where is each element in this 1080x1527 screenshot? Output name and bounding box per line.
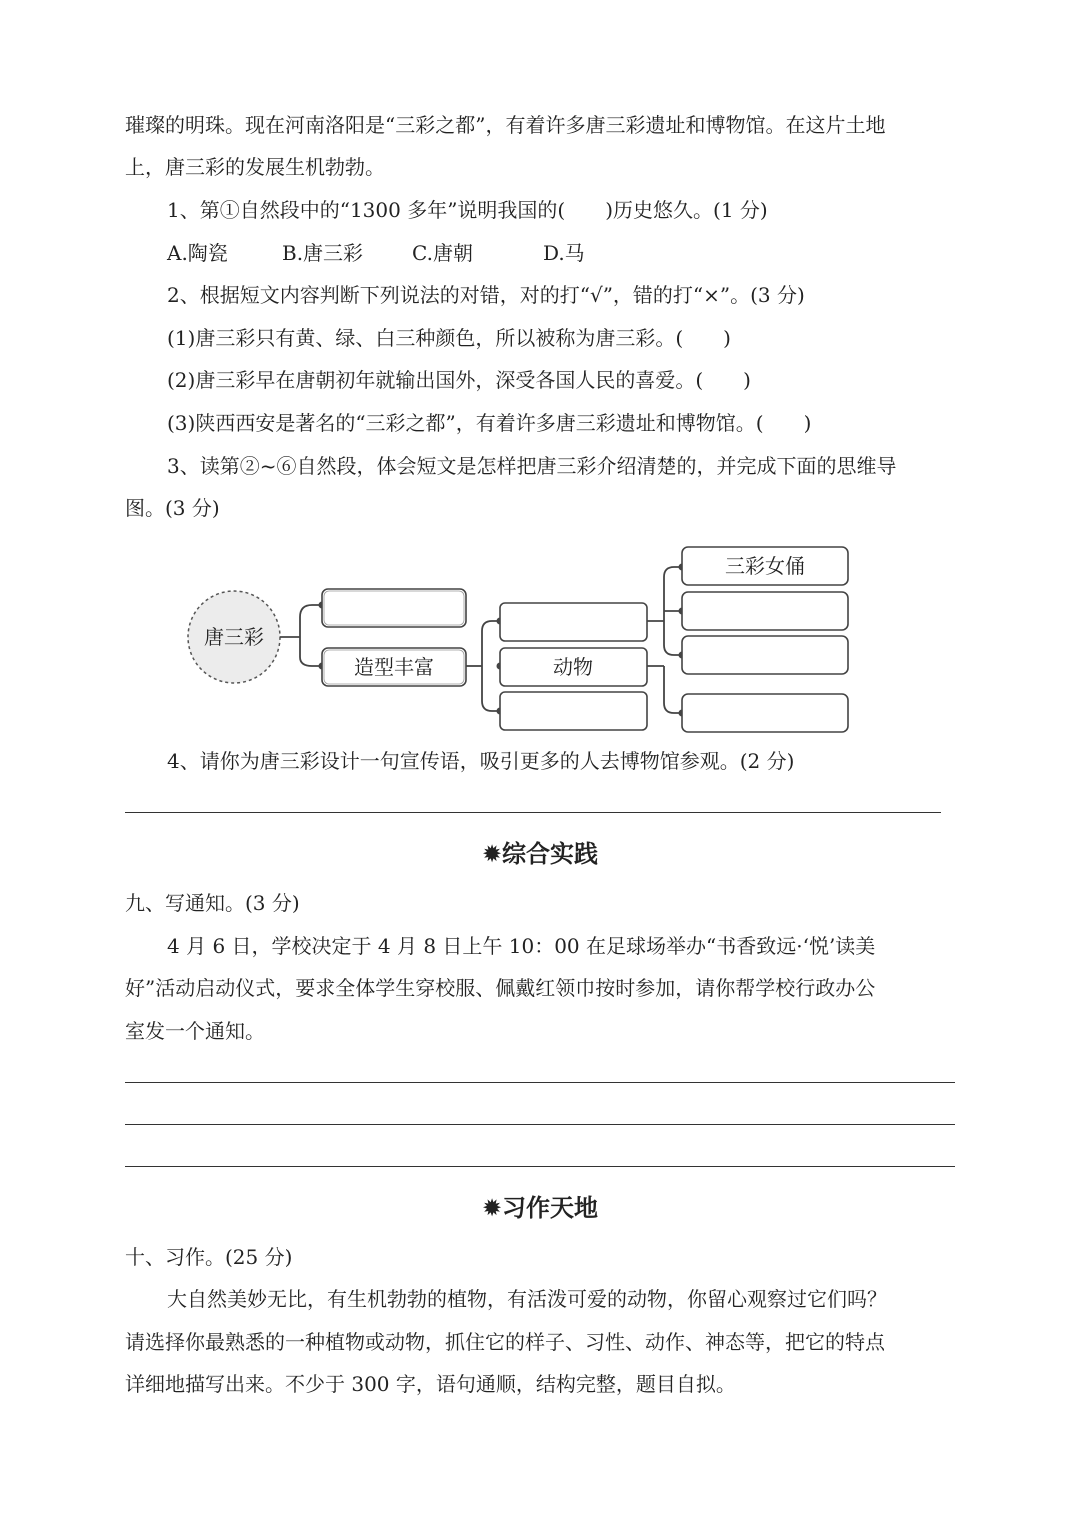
option-d[interactable]: D.马 — [543, 241, 585, 265]
question-10: 十、习作。(25 分) — [125, 1245, 293, 1269]
writing-prompt-line: 详细地描写出来。不少于 300 字，语句通顺，结构完整，题目自拟。 — [125, 1372, 736, 1396]
mind-map-l1-label: 造型丰富 — [354, 655, 434, 679]
mind-map-l3-label: 三彩女俑 — [725, 554, 805, 578]
mind-map-l3-box[interactable] — [682, 636, 848, 674]
writing-prompt-line: 请选择你最熟悉的一种植物或动物，抓住它的样子、习性、动作、神态等，把它的特点 — [125, 1330, 885, 1354]
option-c[interactable]: C.唐朝 — [412, 241, 473, 265]
mind-map-l1-box[interactable] — [322, 589, 466, 627]
option-a[interactable]: A.陶瓷 — [167, 241, 228, 265]
notice-prompt-line: 室发一个通知。 — [125, 1019, 265, 1043]
question-1: 1、第①自然段中的“1300 多年”说明我国的( )历史悠久。(1 分) — [167, 198, 768, 222]
answer-line[interactable] — [125, 1124, 955, 1125]
mind-map — [180, 535, 860, 740]
answer-line[interactable] — [125, 1166, 955, 1167]
question-3-cont: 图。(3 分) — [125, 496, 220, 520]
connector-root — [280, 605, 322, 666]
option-b[interactable]: B.唐三彩 — [282, 241, 364, 265]
mind-map-l3-box[interactable] — [682, 592, 848, 630]
section-heading-practice: ✹综合实践 — [481, 840, 599, 868]
judge-item-2[interactable]: (2)唐三彩早在唐朝初年就输出国外，深受各国人民的喜爱。( ) — [167, 368, 751, 392]
passage-line: 上，唐三彩的发展生机勃勃。 — [125, 155, 385, 179]
mind-map-l3-box[interactable] — [682, 694, 848, 732]
question-3: 3、读第②~⑥自然段，体会短文是怎样把唐三彩介绍清楚的，并完成下面的思维导 — [167, 454, 897, 478]
question-4: 4、请你为唐三彩设计一句宣传语，吸引更多的人去博物馆参观。(2 分) — [167, 749, 795, 773]
connector-l1 — [466, 621, 500, 711]
answer-line[interactable] — [125, 1082, 955, 1083]
mind-map-l2-box[interactable] — [500, 603, 647, 641]
notice-prompt-line: 好”活动启动仪式，要求全体学生穿校服、佩戴红领巾按时参加，请你帮学校行政办公 — [125, 976, 876, 1000]
question-9: 九、写通知。(3 分) — [125, 891, 300, 915]
writing-prompt-line: 大自然美妙无比，有生机勃勃的植物，有活泼可爱的动物，你留心观察过它们吗？ — [167, 1287, 887, 1311]
judge-item-3[interactable]: (3)陕西西安是著名的“三彩之都”，有着许多唐三彩遗址和博物馆。( ) — [167, 411, 812, 435]
mind-map-l2-box[interactable] — [500, 692, 647, 730]
section-heading-writing: ✹习作天地 — [481, 1194, 599, 1222]
question-2: 2、根据短文内容判断下列说法的对错，对的打“√”，错的打“×”。(3 分) — [167, 283, 805, 307]
notice-prompt-line: 4 月 6 日，学校决定于 4 月 8 日上午 10：00 在足球场举办“书香致远·‘悦’读美 — [167, 934, 876, 958]
passage-line: 璀璨的明珠。现在河南洛阳是“三彩之都”，有着许多唐三彩遗址和博物馆。在这片土地 — [125, 113, 886, 137]
mind-map-root-label: 唐三彩 — [204, 625, 264, 649]
answer-line[interactable] — [125, 812, 941, 813]
judge-item-1[interactable]: (1)唐三彩只有黄、绿、白三种颜色，所以被称为唐三彩。( ) — [167, 326, 731, 350]
connector-l2 — [647, 567, 682, 713]
mind-map-l2-label: 动物 — [553, 655, 593, 679]
